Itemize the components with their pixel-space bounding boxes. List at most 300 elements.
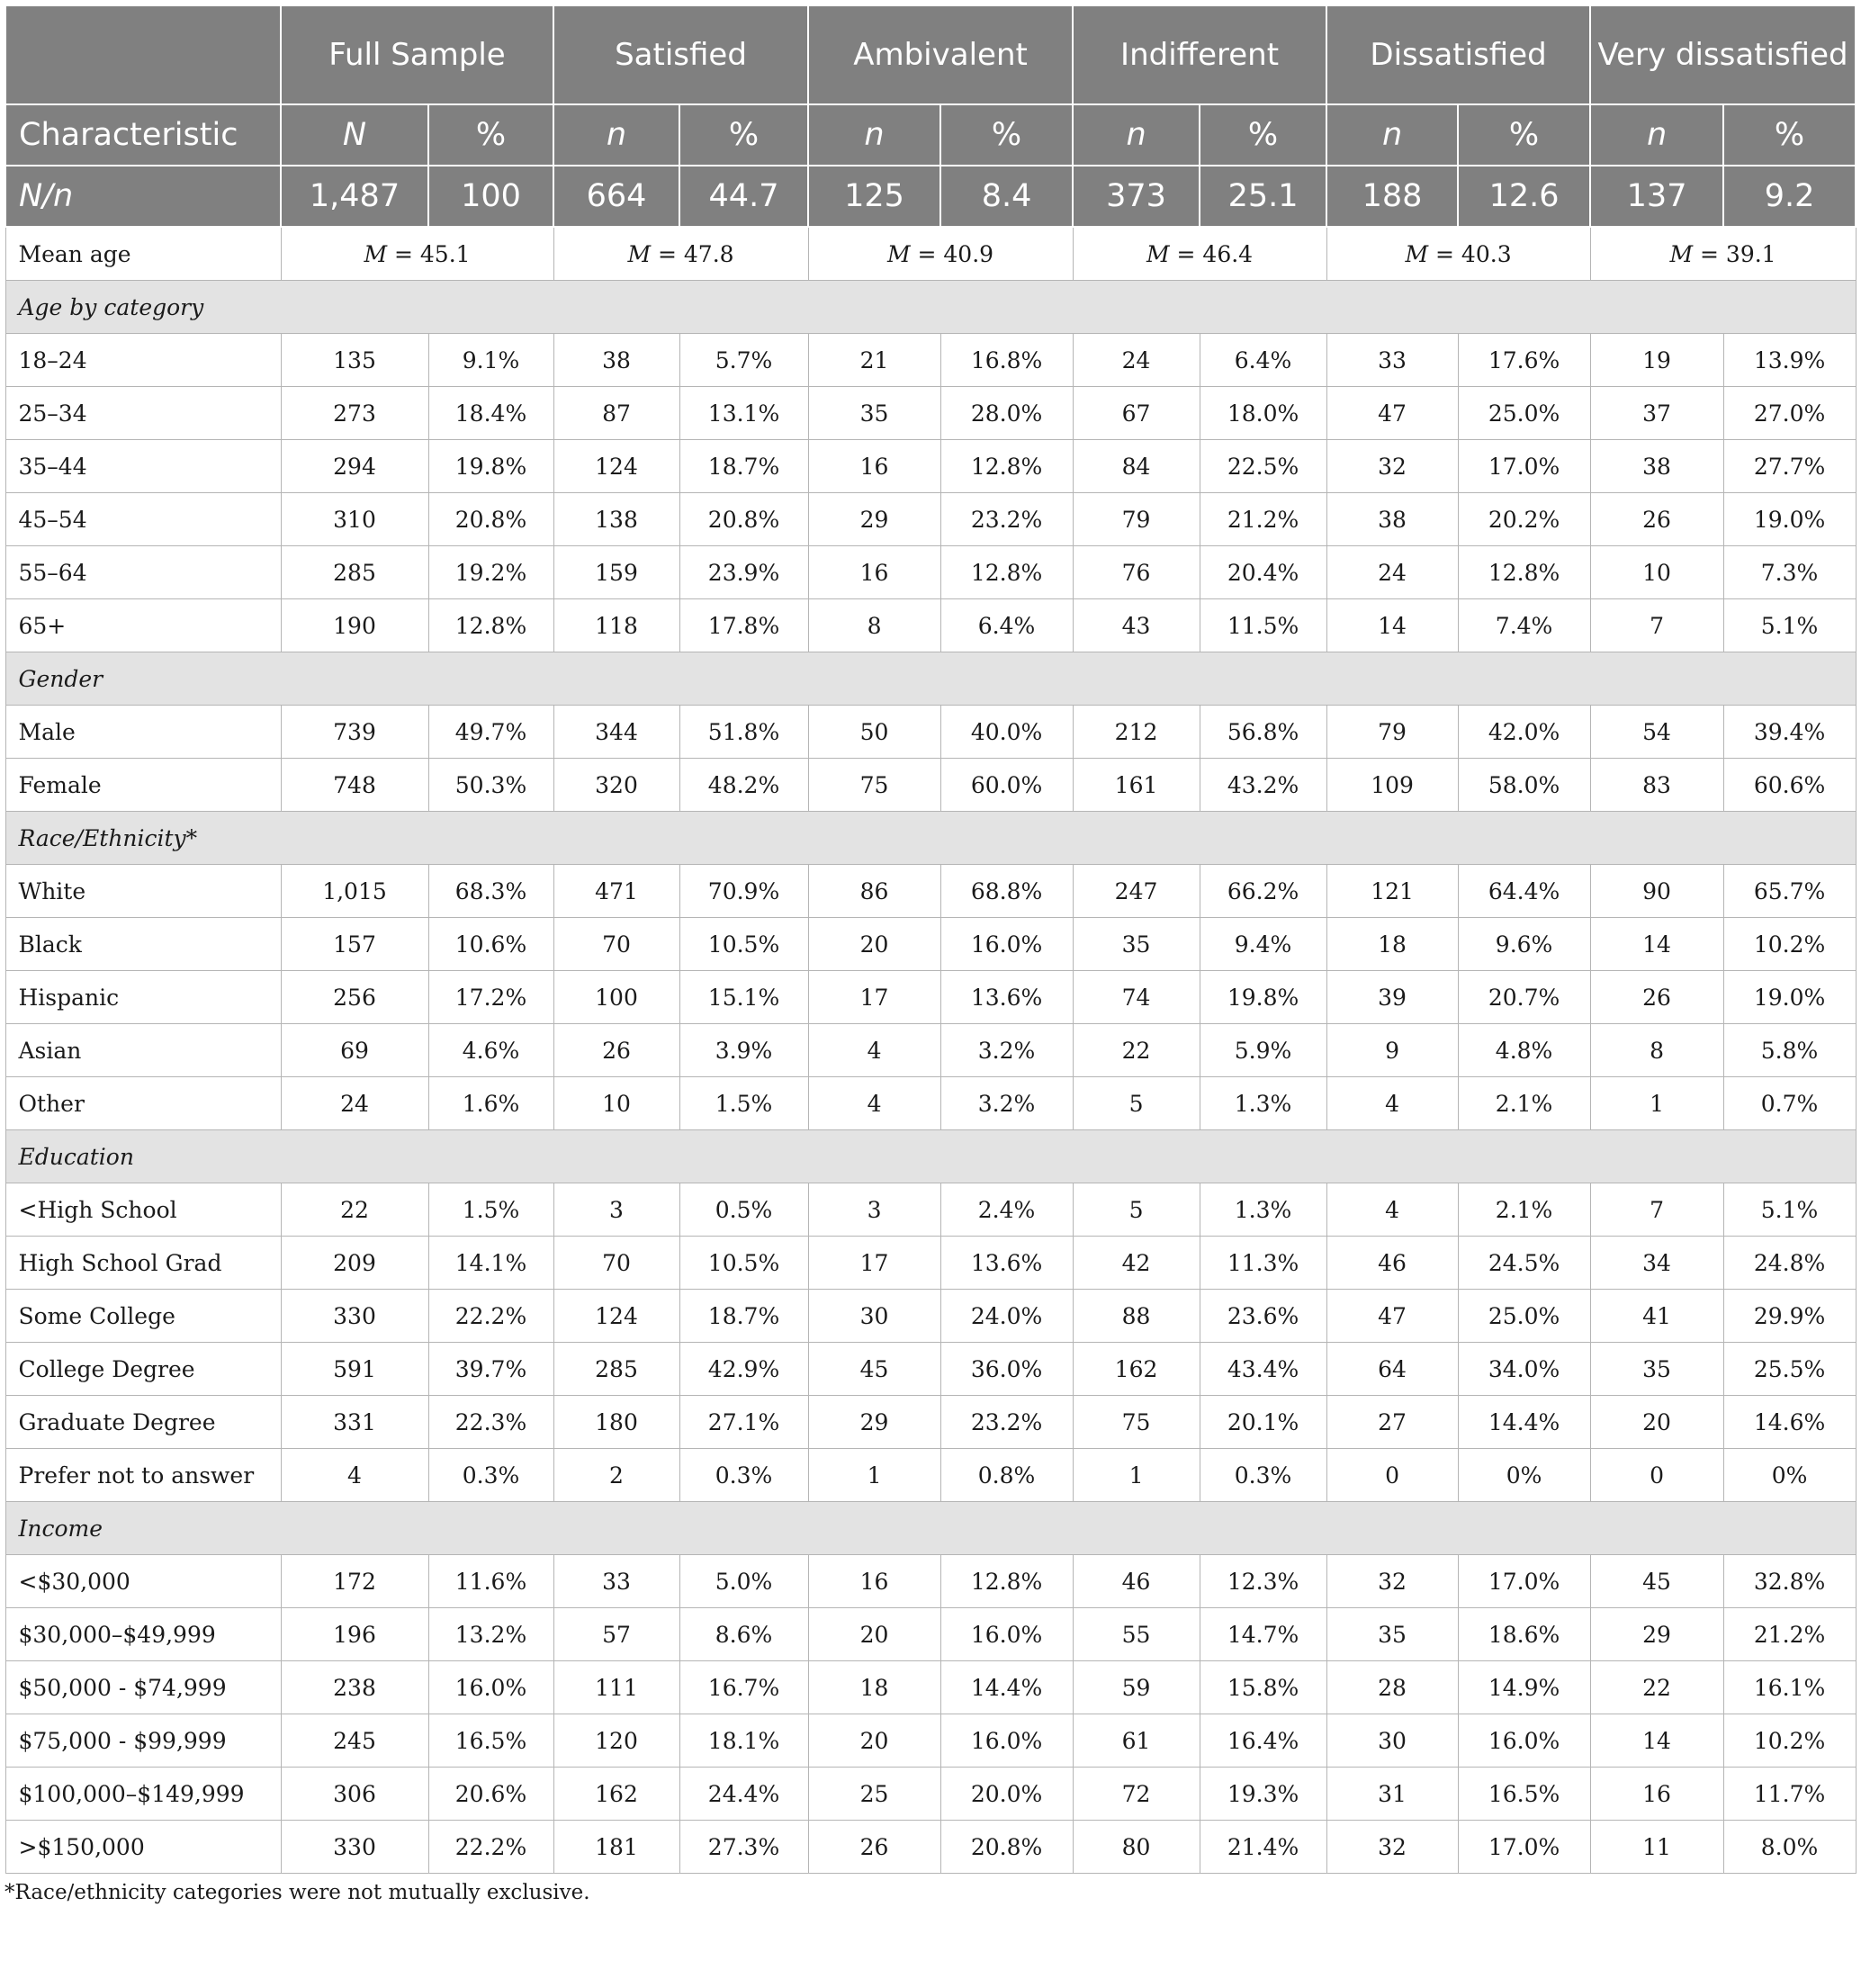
percent-cell: 27.3%	[679, 1821, 808, 1874]
demographics-table	[4, 4, 1857, 1874]
percent-cell: 22.2%	[428, 1821, 553, 1874]
count-cell: 310	[281, 493, 428, 546]
count-cell: 109	[1326, 759, 1458, 812]
percent-cell: 25.0%	[1458, 1290, 1590, 1343]
count-cell: 181	[553, 1821, 679, 1874]
row-label: 45–54	[5, 493, 281, 546]
percent-cell: 23.2%	[940, 493, 1073, 546]
row-label: 25–34	[5, 387, 281, 440]
count-cell: 32	[1326, 1555, 1458, 1608]
count-cell: 64	[1326, 1343, 1458, 1396]
percent-cell: 12.8%	[428, 599, 553, 652]
percent-cell: 60.0%	[940, 759, 1073, 812]
count-cell: 31	[1326, 1768, 1458, 1821]
table-row	[5, 334, 1856, 387]
count-cell: 20	[808, 1714, 940, 1768]
percent-cell: 21.2%	[1200, 493, 1326, 546]
count-cell: 344	[553, 706, 679, 759]
count-cell: 34	[1590, 1237, 1723, 1290]
header-total-cell: 9.2	[1723, 166, 1856, 227]
count-cell: 4	[1326, 1077, 1458, 1130]
count-cell: 5	[1073, 1183, 1200, 1237]
percent-cell: 4.8%	[1458, 1024, 1590, 1077]
percent-cell: 0%	[1458, 1449, 1590, 1502]
percent-cell: 16.0%	[940, 1714, 1073, 1768]
count-cell: 212	[1073, 706, 1200, 759]
count-cell: 29	[1590, 1608, 1723, 1661]
percent-cell: 20.6%	[428, 1768, 553, 1821]
header-total-cell: 137	[1590, 166, 1723, 227]
count-cell: 22	[1073, 1024, 1200, 1077]
count-cell: 3	[808, 1183, 940, 1237]
table-row	[5, 1237, 1856, 1290]
percent-cell: 5.9%	[1200, 1024, 1326, 1077]
percent-cell: 25.0%	[1458, 387, 1590, 440]
header-sub-cell: %	[1723, 104, 1856, 166]
percent-cell: 22.5%	[1200, 440, 1326, 493]
section-row	[5, 812, 1856, 865]
percent-cell: 20.2%	[1458, 493, 1590, 546]
count-cell: 83	[1590, 759, 1723, 812]
count-cell: 28	[1326, 1661, 1458, 1714]
count-cell: 138	[553, 493, 679, 546]
table-row	[5, 1768, 1856, 1821]
percent-cell: 10.5%	[679, 918, 808, 971]
percent-cell: 22.2%	[428, 1290, 553, 1343]
percent-cell: 0.3%	[679, 1449, 808, 1502]
percent-cell: 14.9%	[1458, 1661, 1590, 1714]
percent-cell: 39.4%	[1723, 706, 1856, 759]
percent-cell: 0.5%	[679, 1183, 808, 1237]
count-cell: 30	[1326, 1714, 1458, 1768]
percent-cell: 70.9%	[679, 865, 808, 918]
table-row	[5, 1661, 1856, 1714]
table-row	[5, 1449, 1856, 1502]
percent-cell: 20.8%	[679, 493, 808, 546]
percent-cell: 17.0%	[1458, 1821, 1590, 1874]
percent-cell: 17.6%	[1458, 334, 1590, 387]
count-cell: 16	[808, 546, 940, 599]
percent-cell: 3.9%	[679, 1024, 808, 1077]
count-cell: 4	[281, 1449, 428, 1502]
header-sub-cell: n	[1326, 104, 1458, 166]
percent-cell: 1.5%	[679, 1077, 808, 1130]
count-cell: 159	[553, 546, 679, 599]
header-total-cell: 125	[808, 166, 940, 227]
header-total-cell: 44.7	[679, 166, 808, 227]
header-dissatisfied: Dissatisfied	[1326, 5, 1590, 104]
mean-age-value: M = 40.3	[1326, 227, 1590, 281]
count-cell: 14	[1590, 918, 1723, 971]
percent-cell: 9.4%	[1200, 918, 1326, 971]
count-cell: 38	[1590, 440, 1723, 493]
count-cell: 35	[808, 387, 940, 440]
percent-cell: 17.0%	[1458, 1555, 1590, 1608]
header-sub-cell: %	[940, 104, 1073, 166]
section-title: Income	[5, 1502, 1856, 1555]
count-cell: 21	[808, 334, 940, 387]
count-cell: 739	[281, 706, 428, 759]
percent-cell: 36.0%	[940, 1343, 1073, 1396]
table-row	[5, 440, 1856, 493]
percent-cell: 16.8%	[940, 334, 1073, 387]
percent-cell: 16.5%	[1458, 1768, 1590, 1821]
row-label: Female	[5, 759, 281, 812]
percent-cell: 68.3%	[428, 865, 553, 918]
percent-cell: 16.0%	[1458, 1714, 1590, 1768]
percent-cell: 12.8%	[1458, 546, 1590, 599]
count-cell: 35	[1073, 918, 1200, 971]
count-cell: 256	[281, 971, 428, 1024]
section-title: Gender	[5, 652, 1856, 706]
percent-cell: 64.4%	[1458, 865, 1590, 918]
header-sub-row	[5, 104, 1856, 166]
count-cell: 37	[1590, 387, 1723, 440]
row-label: Black	[5, 918, 281, 971]
row-label: 18–24	[5, 334, 281, 387]
count-cell: 111	[553, 1661, 679, 1714]
count-cell: 471	[553, 865, 679, 918]
count-cell: 4	[808, 1077, 940, 1130]
count-cell: 39	[1326, 971, 1458, 1024]
percent-cell: 25.5%	[1723, 1343, 1856, 1396]
percent-cell: 27.1%	[679, 1396, 808, 1449]
count-cell: 42	[1073, 1237, 1200, 1290]
percent-cell: 12.8%	[940, 546, 1073, 599]
count-cell: 32	[1326, 440, 1458, 493]
count-cell: 19	[1590, 334, 1723, 387]
count-cell: 84	[1073, 440, 1200, 493]
count-cell: 1	[1590, 1077, 1723, 1130]
percent-cell: 17.0%	[1458, 440, 1590, 493]
header-sub-cell: %	[679, 104, 808, 166]
count-cell: 7	[1590, 1183, 1723, 1237]
count-cell: 11	[1590, 1821, 1723, 1874]
table-row	[5, 865, 1856, 918]
count-cell: 26	[1590, 971, 1723, 1024]
percent-cell: 60.6%	[1723, 759, 1856, 812]
row-label: Hispanic	[5, 971, 281, 1024]
table-row	[5, 918, 1856, 971]
percent-cell: 16.4%	[1200, 1714, 1326, 1768]
percent-cell: 16.0%	[940, 1608, 1073, 1661]
count-cell: 75	[808, 759, 940, 812]
count-cell: 54	[1590, 706, 1723, 759]
count-cell: 86	[808, 865, 940, 918]
percent-cell: 40.0%	[940, 706, 1073, 759]
table-header	[5, 5, 1856, 227]
percent-cell: 13.6%	[940, 971, 1073, 1024]
count-cell: 124	[553, 440, 679, 493]
percent-cell: 10.2%	[1723, 918, 1856, 971]
count-cell: 59	[1073, 1661, 1200, 1714]
percent-cell: 16.5%	[428, 1714, 553, 1768]
count-cell: 1	[808, 1449, 940, 1502]
table-row	[5, 599, 1856, 652]
percent-cell: 2.1%	[1458, 1183, 1590, 1237]
percent-cell: 0.7%	[1723, 1077, 1856, 1130]
section-title: Age by category	[5, 281, 1856, 334]
table-row	[5, 759, 1856, 812]
table-row	[5, 706, 1856, 759]
count-cell: 80	[1073, 1821, 1200, 1874]
percent-cell: 50.3%	[428, 759, 553, 812]
header-totals-row	[5, 166, 1856, 227]
count-cell: 14	[1590, 1714, 1723, 1768]
percent-cell: 49.7%	[428, 706, 553, 759]
percent-cell: 28.0%	[940, 387, 1073, 440]
count-cell: 196	[281, 1608, 428, 1661]
count-cell: 8	[1590, 1024, 1723, 1077]
count-cell: 17	[808, 1237, 940, 1290]
count-cell: 9	[1326, 1024, 1458, 1077]
percent-cell: 11.5%	[1200, 599, 1326, 652]
count-cell: 70	[553, 918, 679, 971]
count-cell: 74	[1073, 971, 1200, 1024]
table-body	[5, 227, 1856, 1874]
header-total-cell: 664	[553, 166, 679, 227]
row-label: White	[5, 865, 281, 918]
percent-cell: 10.6%	[428, 918, 553, 971]
count-cell: 330	[281, 1290, 428, 1343]
count-cell: 285	[553, 1343, 679, 1396]
percent-cell: 3.2%	[940, 1077, 1073, 1130]
percent-cell: 20.7%	[1458, 971, 1590, 1024]
percent-cell: 9.6%	[1458, 918, 1590, 971]
header-characteristic: Characteristic	[5, 104, 281, 166]
percent-cell: 24.4%	[679, 1768, 808, 1821]
percent-cell: 12.8%	[940, 440, 1073, 493]
percent-cell: 8.0%	[1723, 1821, 1856, 1874]
count-cell: 118	[553, 599, 679, 652]
count-cell: 14	[1326, 599, 1458, 652]
count-cell: 157	[281, 918, 428, 971]
header-total-cell: 12.6	[1458, 166, 1590, 227]
count-cell: 70	[553, 1237, 679, 1290]
percent-cell: 68.8%	[940, 865, 1073, 918]
percent-cell: 58.0%	[1458, 759, 1590, 812]
table-row	[5, 1608, 1856, 1661]
percent-cell: 18.1%	[679, 1714, 808, 1768]
table-row	[5, 387, 1856, 440]
header-indifferent: Indifferent	[1073, 5, 1326, 104]
count-cell: 38	[553, 334, 679, 387]
count-cell: 24	[1326, 546, 1458, 599]
row-label: $100,000–$149,999	[5, 1768, 281, 1821]
percent-cell: 14.7%	[1200, 1608, 1326, 1661]
percent-cell: 48.2%	[679, 759, 808, 812]
percent-cell: 0.8%	[940, 1449, 1073, 1502]
percent-cell: 19.2%	[428, 546, 553, 599]
count-cell: 0	[1590, 1449, 1723, 1502]
percent-cell: 43.4%	[1200, 1343, 1326, 1396]
count-cell: 61	[1073, 1714, 1200, 1768]
row-label: 35–44	[5, 440, 281, 493]
count-cell: 331	[281, 1396, 428, 1449]
percent-cell: 20.0%	[940, 1768, 1073, 1821]
count-cell: 135	[281, 334, 428, 387]
count-cell: 120	[553, 1714, 679, 1768]
percent-cell: 5.1%	[1723, 1183, 1856, 1237]
percent-cell: 3.2%	[940, 1024, 1073, 1077]
mean-age-value: M = 40.9	[808, 227, 1073, 281]
percent-cell: 27.0%	[1723, 387, 1856, 440]
header-very-dissatisfied: Very dissatisfied	[1590, 5, 1856, 104]
percent-cell: 0.3%	[428, 1449, 553, 1502]
header-sub-cell: %	[1458, 104, 1590, 166]
table-row	[5, 493, 1856, 546]
percent-cell: 14.4%	[940, 1661, 1073, 1714]
count-cell: 79	[1326, 706, 1458, 759]
header-sub-cell: %	[1200, 104, 1326, 166]
row-label: Asian	[5, 1024, 281, 1077]
count-cell: 88	[1073, 1290, 1200, 1343]
percent-cell: 24.8%	[1723, 1237, 1856, 1290]
count-cell: 20	[808, 1608, 940, 1661]
count-cell: 45	[808, 1343, 940, 1396]
count-cell: 247	[1073, 865, 1200, 918]
percent-cell: 6.4%	[940, 599, 1073, 652]
percent-cell: 21.2%	[1723, 1608, 1856, 1661]
percent-cell: 16.7%	[679, 1661, 808, 1714]
percent-cell: 14.4%	[1458, 1396, 1590, 1449]
count-cell: 24	[1073, 334, 1200, 387]
percent-cell: 42.0%	[1458, 706, 1590, 759]
mean-age-value: M = 45.1	[281, 227, 553, 281]
header-total-cell: 8.4	[940, 166, 1073, 227]
count-cell: 16	[1590, 1768, 1723, 1821]
percent-cell: 1.6%	[428, 1077, 553, 1130]
section-title: Education	[5, 1130, 1856, 1183]
row-label: <$30,000	[5, 1555, 281, 1608]
count-cell: 67	[1073, 387, 1200, 440]
count-cell: 75	[1073, 1396, 1200, 1449]
count-cell: 45	[1590, 1555, 1723, 1608]
percent-cell: 15.1%	[679, 971, 808, 1024]
count-cell: 1	[1073, 1449, 1200, 1502]
header-total-cell: 25.1	[1200, 166, 1326, 227]
row-label: $50,000 - $74,999	[5, 1661, 281, 1714]
count-cell: 5	[1073, 1077, 1200, 1130]
table-row	[5, 971, 1856, 1024]
percent-cell: 19.8%	[428, 440, 553, 493]
count-cell: 35	[1326, 1608, 1458, 1661]
percent-cell: 10.5%	[679, 1237, 808, 1290]
row-label: 65+	[5, 599, 281, 652]
percent-cell: 20.8%	[428, 493, 553, 546]
percent-cell: 19.3%	[1200, 1768, 1326, 1821]
percent-cell: 12.8%	[940, 1555, 1073, 1608]
percent-cell: 13.1%	[679, 387, 808, 440]
count-cell: 2	[553, 1449, 679, 1502]
mean-age-value: M = 39.1	[1590, 227, 1856, 281]
percent-cell: 5.7%	[679, 334, 808, 387]
mean-age-label: Mean age	[5, 227, 281, 281]
percent-cell: 8.6%	[679, 1608, 808, 1661]
header-sub-cell: n	[1590, 104, 1723, 166]
row-label: Graduate Degree	[5, 1396, 281, 1449]
count-cell: 3	[553, 1183, 679, 1237]
header-satisfied: Satisfied	[553, 5, 808, 104]
count-cell: 10	[553, 1077, 679, 1130]
percent-cell: 2.1%	[1458, 1077, 1590, 1130]
count-cell: 47	[1326, 1290, 1458, 1343]
count-cell: 121	[1326, 865, 1458, 918]
count-cell: 79	[1073, 493, 1200, 546]
count-cell: 4	[1326, 1183, 1458, 1237]
percent-cell: 14.6%	[1723, 1396, 1856, 1449]
count-cell: 47	[1326, 387, 1458, 440]
count-cell: 209	[281, 1237, 428, 1290]
count-cell: 162	[1073, 1343, 1200, 1396]
count-cell: 20	[808, 918, 940, 971]
table-row	[5, 1821, 1856, 1874]
count-cell: 591	[281, 1343, 428, 1396]
percent-cell: 18.6%	[1458, 1608, 1590, 1661]
count-cell: 46	[1073, 1555, 1200, 1608]
count-cell: 7	[1590, 599, 1723, 652]
section-row	[5, 1130, 1856, 1183]
header-sub-cell: n	[553, 104, 679, 166]
percent-cell: 5.0%	[679, 1555, 808, 1608]
count-cell: 32	[1326, 1821, 1458, 1874]
percent-cell: 19.8%	[1200, 971, 1326, 1024]
count-cell: 162	[553, 1768, 679, 1821]
row-label: College Degree	[5, 1343, 281, 1396]
mean-age-row	[5, 227, 1856, 281]
percent-cell: 51.8%	[679, 706, 808, 759]
percent-cell: 22.3%	[428, 1396, 553, 1449]
count-cell: 320	[553, 759, 679, 812]
percent-cell: 32.8%	[1723, 1555, 1856, 1608]
count-cell: 1,015	[281, 865, 428, 918]
mean-age-value: M = 46.4	[1073, 227, 1326, 281]
row-label: Some College	[5, 1290, 281, 1343]
table-row	[5, 1290, 1856, 1343]
percent-cell: 5.1%	[1723, 599, 1856, 652]
percent-cell: 42.9%	[679, 1343, 808, 1396]
percent-cell: 29.9%	[1723, 1290, 1856, 1343]
count-cell: 50	[808, 706, 940, 759]
row-label: $75,000 - $99,999	[5, 1714, 281, 1768]
section-row	[5, 1502, 1856, 1555]
percent-cell: 23.2%	[940, 1396, 1073, 1449]
count-cell: 29	[808, 493, 940, 546]
count-cell: 306	[281, 1768, 428, 1821]
header-full-sample: Full Sample	[281, 5, 553, 104]
table-row	[5, 1077, 1856, 1130]
header-sub-cell: %	[428, 104, 553, 166]
header-group-row	[5, 5, 1856, 104]
percent-cell: 24.5%	[1458, 1237, 1590, 1290]
percent-cell: 18.4%	[428, 387, 553, 440]
percent-cell: 20.8%	[940, 1821, 1073, 1874]
section-row	[5, 281, 1856, 334]
percent-cell: 21.4%	[1200, 1821, 1326, 1874]
count-cell: 57	[553, 1608, 679, 1661]
count-cell: 4	[808, 1024, 940, 1077]
header-sub-cell: N	[281, 104, 428, 166]
count-cell: 124	[553, 1290, 679, 1343]
percent-cell: 39.7%	[428, 1343, 553, 1396]
count-cell: 238	[281, 1661, 428, 1714]
percent-cell: 65.7%	[1723, 865, 1856, 918]
percent-cell: 17.8%	[679, 599, 808, 652]
count-cell: 17	[808, 971, 940, 1024]
header-total-cell: 1,487	[281, 166, 428, 227]
percent-cell: 2.4%	[940, 1183, 1073, 1237]
count-cell: 16	[808, 440, 940, 493]
